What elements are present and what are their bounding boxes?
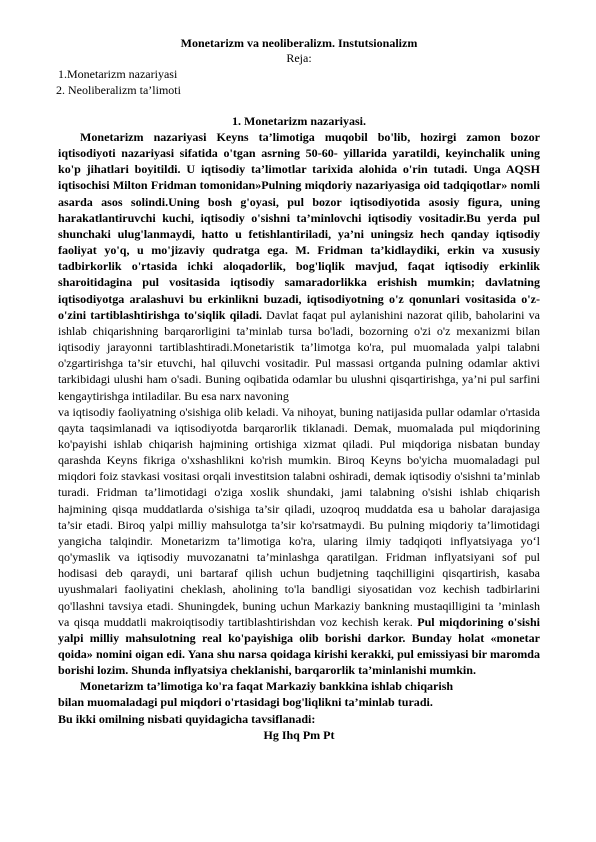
closing-line: bilan muomaladagi pul miqdori o'rtasidagi bog'liqlikni ta’minlab turadi. (58, 695, 433, 710)
closing-line: Monetarizm ta’limotiga ko'ra faqat Markaziy bankkina ishlab chiqarish (80, 679, 454, 694)
paragraph-1-text: Davlat faqat pul aylanishini nazorat qilib, baholarini va ishlab chiqarishning barqarorligini ta’minlab tursa bo'ladi, bozorning o'zi o'z mexanizmi bilan iqtisodiy jarayonni tartiblashtiradi.Monetaristik ta’limotga ko'ra, pul muomalada yalpi talabni o'zgartirishga ta’sir etuvchi, hal qiluvchi vositadir. Pul massasi ortganda pulning odamlar aktivi tarkibidagi ulushi ham o'sadi. Buning oqibatida odamlar bu ulushni qisqartirishga, ya’ni pul sarfini kengaytirishga intiladilar. Bu esa narx navoning (58, 307, 540, 403)
plan-item: 2. Neoliberalizm ta’limoti (56, 83, 181, 97)
plan-heading: Reja: (286, 51, 312, 65)
paragraph-2 (58, 404, 540, 679)
plan-item: 1.Monetarizm nazariyasi (58, 67, 178, 81)
paragraph-1-bold: Monetarizm nazariyasi Keyns ta’limotiga muqobil bo'lib, hozirgi zamon bozor iqtisodiyoti nazariyasi sifatida o'tgan asrning 50-60- yillarida yaratildi, keyinchalik uning ko'p jihatlari boyitildi. U iqtisodiy ta’limotlar tarixida alohida o'rin tutadi. Unga AQSH iqtisochisi Milton Fridman tomonidan»Pulning miqdoriy nazariyasiga oid tadqiqotlar» nomli asarda asos solindi.Uning bosh g'oyasi, pul bozor iqtisodiyotida asosiy figura, uning harakatlantiruvchi kuchi, iqtisodiy o'sishni ta’minlovchi iqtisodiy vositadir.Bu yerda pul shunchaki ulug'lanmaydi, hatto u fetishlantiriladi, ya’ni uningsiz hech qanday iqtisodiy faoliyat yo'q, u mo'jizaviy qudratga ega. M. Fridman ta’kidlaydiki, erkin va xususiy tadbirkorlik o'rtasida ichki aloqadorlik, bog'liqlik mavjud, faqat iqtisodiy erkinlik sharoitidagina pul vositasida iqtisodiy samaradorlikka erishish mumkin; davlatning iqtisodiyotga aralashuvi bu erkinlikni buzadi, iqtisodiyotning o'z qonunlari vositasida o'z-o'zini tartiblashtirishga to'siqlik qiladi. (58, 130, 540, 322)
paragraph-1 (58, 129, 540, 404)
section-title: 1. Monetarizm nazariyasi. (232, 114, 366, 128)
formula: Hg Ihq Pm Pt (263, 727, 335, 742)
paragraph-2-bold: Pul miqdorining o'sishi yalpi milliy mahsulotning real ko'payishiga olib borishi darkor. Bunday holat «monetar qoida» nomini oigan edi. Yana shu narsa qoidaga kirishi kerakki, pul emissiyasi bir maromda borishi lozim. Shunda inflyatsiya cheklanishi, barqarorlik ta’minlanishi mumkin. (58, 614, 540, 678)
document-title: Monetarizm va neoliberalizm. Instutsionalizm (180, 36, 418, 50)
closing-line: Bu ikki omilning nisbati quyidagicha tavsiflanadi: (58, 711, 316, 726)
document-page (58, 36, 540, 743)
paragraph-2-text: va iqtisodiy faoliyatning o'sishiga olib keladi. Va nihoyat, buning natijasida pullar odamlar o'rtasida qayta taqsimlanadi va iqtisodiyotda barqarorlik tiklanadi. Demak, muomalada pul miqdorining ko'payishi ishlab chiqarish hajmining ortishiga xizmat qiladi. Pul miqdoriga nisbatan bunday qarashda Keyns fikriga o'xshashlikni ko'rish mumkin. Biroq Keyns bo'yicha muomaladagi pul miqdori foiz stavkasi vositasi orqali investitsion talabni oshiradi, demak iqtisodiy o'sishni ta’minlab turadi. Fridman ta’limotidagi o'ziga xoslik shundaki, jami talabning o'sishi ishlab chiqarish hajmining qisqa muddatlarda o'sishiga ta’sir qiladi, uzoqroq muddatda esa u baholar darajasiga ta’sir etadi. Biroq yalpi milliy mahsulotga ta’sir ko'rsatmaydi. Bu pulning miqdoriy ta’limotidagi yangicha talqindir. Monetarizm ta’limotiga ko'ra, ularing ilmiy tadqiqoti inflyatsiyaga yo‘l qo'ymaslik va iqtisodiy muvozanatni ta’minlashga qaratilgan. Fridman inflyatsiyani sof pul hodisasi deb qaraydi, uni bartaraf qilish uchun budjetning taqchilligini qisqartirish, kasaba uyushmalari faoliyatini cheklash, aholining to'la bandligi siyosatidan voz kechish tadbirlarini qo'llashni tavsiya etadi. Shuningdek, buning uchun Markaziy bankning mustaqilligini ta ’minlash va qisqa muddatli makroiqtisodiy tartiblashtirishdan voz kechish kerak. (58, 404, 540, 629)
